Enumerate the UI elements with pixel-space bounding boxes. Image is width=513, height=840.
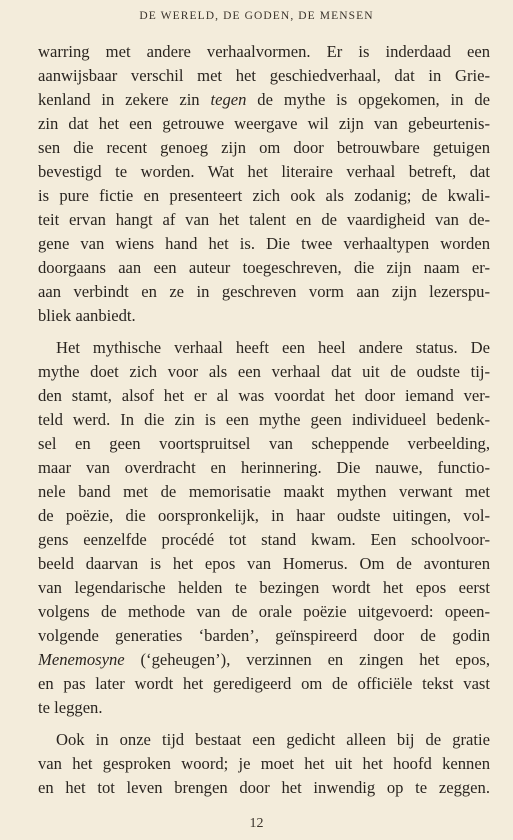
text-line: Ook in onze tijd bestaat een gedicht alleen bij de gratie [56, 730, 490, 749]
text-line: aan verbindt en ze in geschreven vorm aan zijn lezerspu- [38, 282, 490, 301]
text-line: de poëzie, die oorspronkelijk, in haar oudste uitingen, vol- [38, 506, 490, 525]
text-line: sel en geen voortspruitsel van scheppende verbeelding, [38, 434, 490, 453]
text-line: gene van wiens hand het is. Die twee verhaaltypen worden [38, 234, 490, 253]
text-line: van legendarische helden te bezingen wordt het epos eerst [38, 578, 490, 597]
page-number: 12 [249, 816, 264, 831]
text-line: beeld daarvan is het epos van Homerus. Om de avonturen [38, 554, 490, 573]
text-line: nele band met de memorisatie maakt mythen verwant met [38, 482, 490, 501]
text-line: warring met andere verhaalvormen. Er is inderdaad een [38, 42, 490, 61]
running-head: DE WERELD, DE GODEN, DE MENSEN [139, 10, 374, 22]
text-line: den stamt, alsof het er al was voordat het door iemand ver- [38, 386, 490, 405]
text-line: sen die recent genoeg zijn om door betrouwbare getuigen [38, 138, 490, 157]
paragraph-2 [38, 336, 490, 720]
text-line: mythe doet zich voor als een verhaal dat uit de oudste tij- [38, 362, 490, 381]
emphasis-word: Menemosyne [38, 650, 125, 669]
text-line: volgende generaties ‘barden’, geïnspireerd door de godin [38, 626, 490, 645]
paragraph-1 [38, 40, 490, 328]
paragraph-3 [38, 728, 490, 800]
text-line: en het tot leven brengen door het inwendig op te zeggen. [38, 778, 490, 797]
text-line: Het mythische verhaal heeft een heel andere status. De [56, 338, 490, 357]
text-line: teit ervan hangt af van het talent en de vaardigheid van de- [38, 210, 490, 229]
text-line: gens eenzelfde procédé tot stand kwam. Een schoolvoor- [38, 530, 490, 549]
text-line: bliek aanbiedt. [38, 306, 136, 325]
text-line: zin dat het een getrouwe weergave wil zijn van gebeurtenis- [38, 114, 490, 133]
text-line: en pas later wordt het geredigeerd om de officiële tekst vast [38, 674, 490, 693]
text-line: doorgaans aan een auteur toegeschreven, die zijn naam er- [38, 258, 490, 277]
emphasis-word: tegen [210, 90, 247, 109]
text-line: bevestigd te worden. Wat het literaire verhaal betreft, dat [38, 162, 490, 181]
text-line: van het gesproken woord; je moet het uit het hoofd kennen [38, 754, 490, 773]
text-line: maar van overdracht en herinnering. Die nauwe, functio- [38, 458, 490, 477]
body-text [38, 40, 490, 800]
text-line: kenland in zekere zin tegen de mythe is opgekomen, in de [38, 90, 490, 109]
text-line: volgens de methode van de orale poëzie uitgevoerd: opeen- [38, 602, 490, 621]
text-line: is pure fictie en presenteert zich ook als zodanig; de kwali- [38, 186, 490, 205]
text-line: Menemosyne (‘geheugen’), verzinnen en zingen het epos, [38, 650, 490, 669]
text-line: aanwijsbaar verschil met het geschiedverhaal, dat in Grie- [38, 66, 490, 85]
text-line: teld werd. In die zin is een mythe geen individueel bedenk- [38, 410, 490, 429]
text-line: te leggen. [38, 698, 103, 717]
